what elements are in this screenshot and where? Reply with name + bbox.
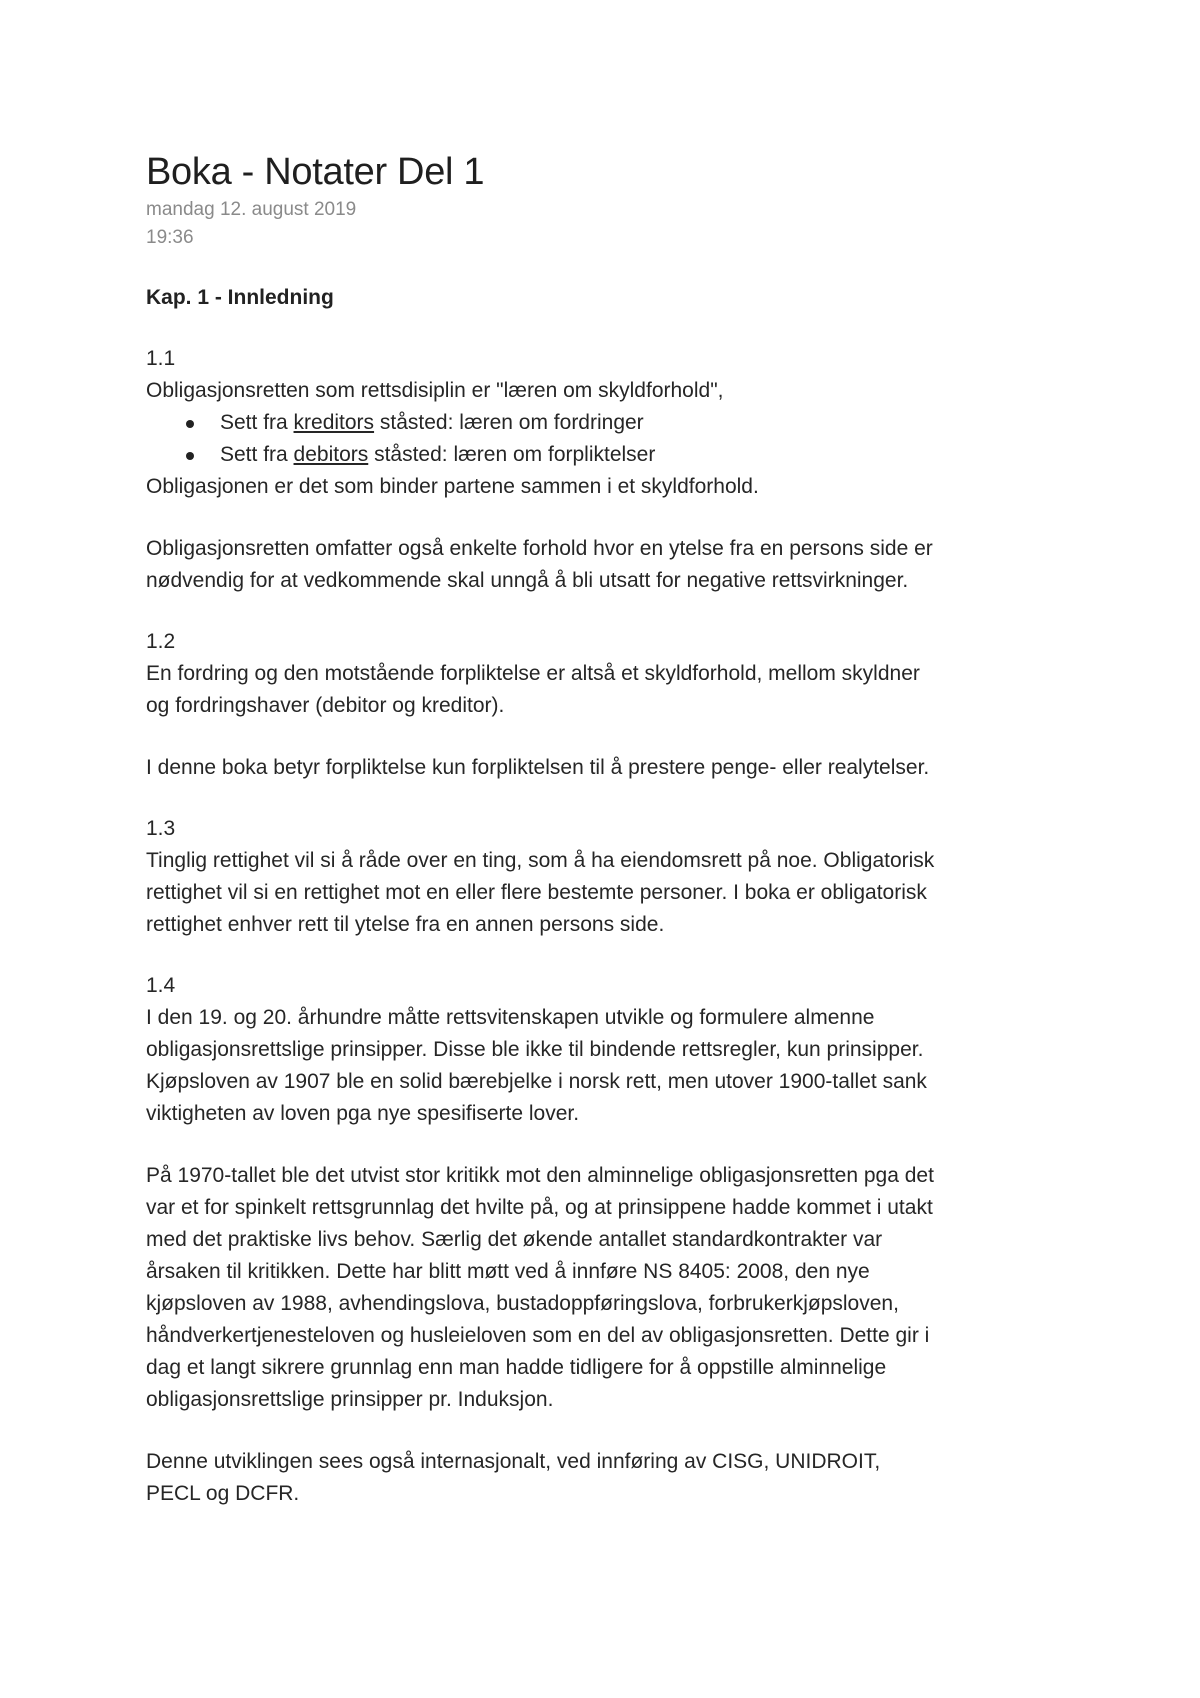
- paragraph-line: rettighet enhver rett til ytelse fra en annen persons side.: [146, 913, 665, 936]
- paragraph-line: Denne utviklingen sees også internasjonalt, ved innføring av CISG, UNIDROIT,: [146, 1450, 881, 1473]
- paragraph-line: I den 19. og 20. århundre måtte rettsvitenskapen utvikle og formulere almenne: [146, 1006, 875, 1029]
- paragraph-line: Obligasjonsretten omfatter også enkelte forhold hvor en ytelse fra en persons side er: [146, 537, 933, 560]
- bullet-icon: [186, 452, 194, 460]
- underlined-term: debitors: [293, 443, 369, 466]
- paragraph-line: dag et langt sikrere grunnlag enn man hadde tidligere for å oppstille alminnelige: [146, 1356, 887, 1379]
- paragraph-line: kjøpsloven av 1988, avhendingslova, bustadoppføringslova, forbrukerkjøpsloven,: [146, 1292, 899, 1315]
- list-item: [186, 439, 1086, 471]
- paragraph-line: obligasjonsrettslige prinsipper pr. Induksjon.: [146, 1388, 554, 1411]
- bullet-text-pre: Sett fra: [220, 443, 294, 466]
- bullet-list: [146, 407, 1086, 471]
- section-number: 1.3: [146, 817, 176, 840]
- paragraph-line: Obligasjonsretten som rettsdisiplin er "læren om skyldforhold",: [146, 379, 724, 402]
- paragraph-line: rettighet vil si en rettighet mot en eller flere bestemte personer. I boka er obligatorisk: [146, 881, 927, 904]
- bullet-text-pre: Sett fra: [220, 411, 294, 434]
- note-page: [146, 150, 1086, 1510]
- paragraph-line: I denne boka betyr forpliktelse kun forpliktelsen til å prestere penge- eller realytelser.: [146, 756, 930, 779]
- bullet-icon: [186, 420, 194, 428]
- section-number: 1.2: [146, 630, 176, 653]
- chapter-heading: Kap. 1 - Innledning: [146, 286, 334, 309]
- paragraph-line: viktigheten av loven pga nye spesifiserte lover.: [146, 1102, 580, 1125]
- paragraph-line: håndverkertjenesteloven og husleieloven som en del av obligasjonsretten. Dette gir i: [146, 1324, 930, 1347]
- paragraph-line: årsaken til kritikken. Dette har blitt møtt ved å innføre NS 8405: 2008, den nye: [146, 1260, 870, 1283]
- paragraph-line: Kjøpsloven av 1907 ble en solid bærebjelke i norsk rett, men utover 1900-tallet sank: [146, 1070, 927, 1093]
- list-item: [186, 407, 1086, 439]
- bullet-text-post: ståsted: læren om fordringer: [374, 411, 644, 434]
- bullet-text-post: ståsted: læren om forpliktelser: [368, 443, 656, 466]
- paragraph-line: Tinglig rettighet vil si å råde over en ting, som å ha eiendomsrett på noe. Obligatorisk: [146, 849, 935, 872]
- paragraph-line: og fordringshaver (debitor og kreditor).: [146, 694, 505, 717]
- page-title: Boka - Notater Del 1: [146, 151, 485, 193]
- section-number: 1.1: [146, 347, 176, 370]
- paragraph-line: Obligasjonen er det som binder partene sammen i et skyldforhold.: [146, 475, 759, 498]
- paragraph-line: med det praktiske livs behov. Særlig det økende antallet standardkontrakter var: [146, 1228, 883, 1251]
- underlined-term: kreditors: [293, 411, 375, 434]
- note-date: mandag 12. august 2019: [146, 199, 357, 220]
- paragraph-line: var et for spinkelt rettsgrunnlag det hvilte på, og at prinsippene hadde kommet i utakt: [146, 1196, 933, 1219]
- paragraph-line: En fordring og den motstående forpliktelse er altså et skyldforhold, mellom skyldner: [146, 662, 920, 685]
- paragraph-line: På 1970-tallet ble det utvist stor kritikk mot den alminnelige obligasjonsretten pga det: [146, 1164, 934, 1187]
- paragraph-line: obligasjonsrettslige prinsipper. Disse ble ikke til bindende rettsregler, kun prinsipper.: [146, 1038, 924, 1061]
- paragraph-line: PECL og DCFR.: [146, 1482, 300, 1505]
- paragraph-line: nødvendig for at vedkommende skal unngå å bli utsatt for negative rettsvirkninger.: [146, 569, 909, 592]
- section-number: 1.4: [146, 974, 176, 997]
- note-time: 19:36: [146, 227, 194, 248]
